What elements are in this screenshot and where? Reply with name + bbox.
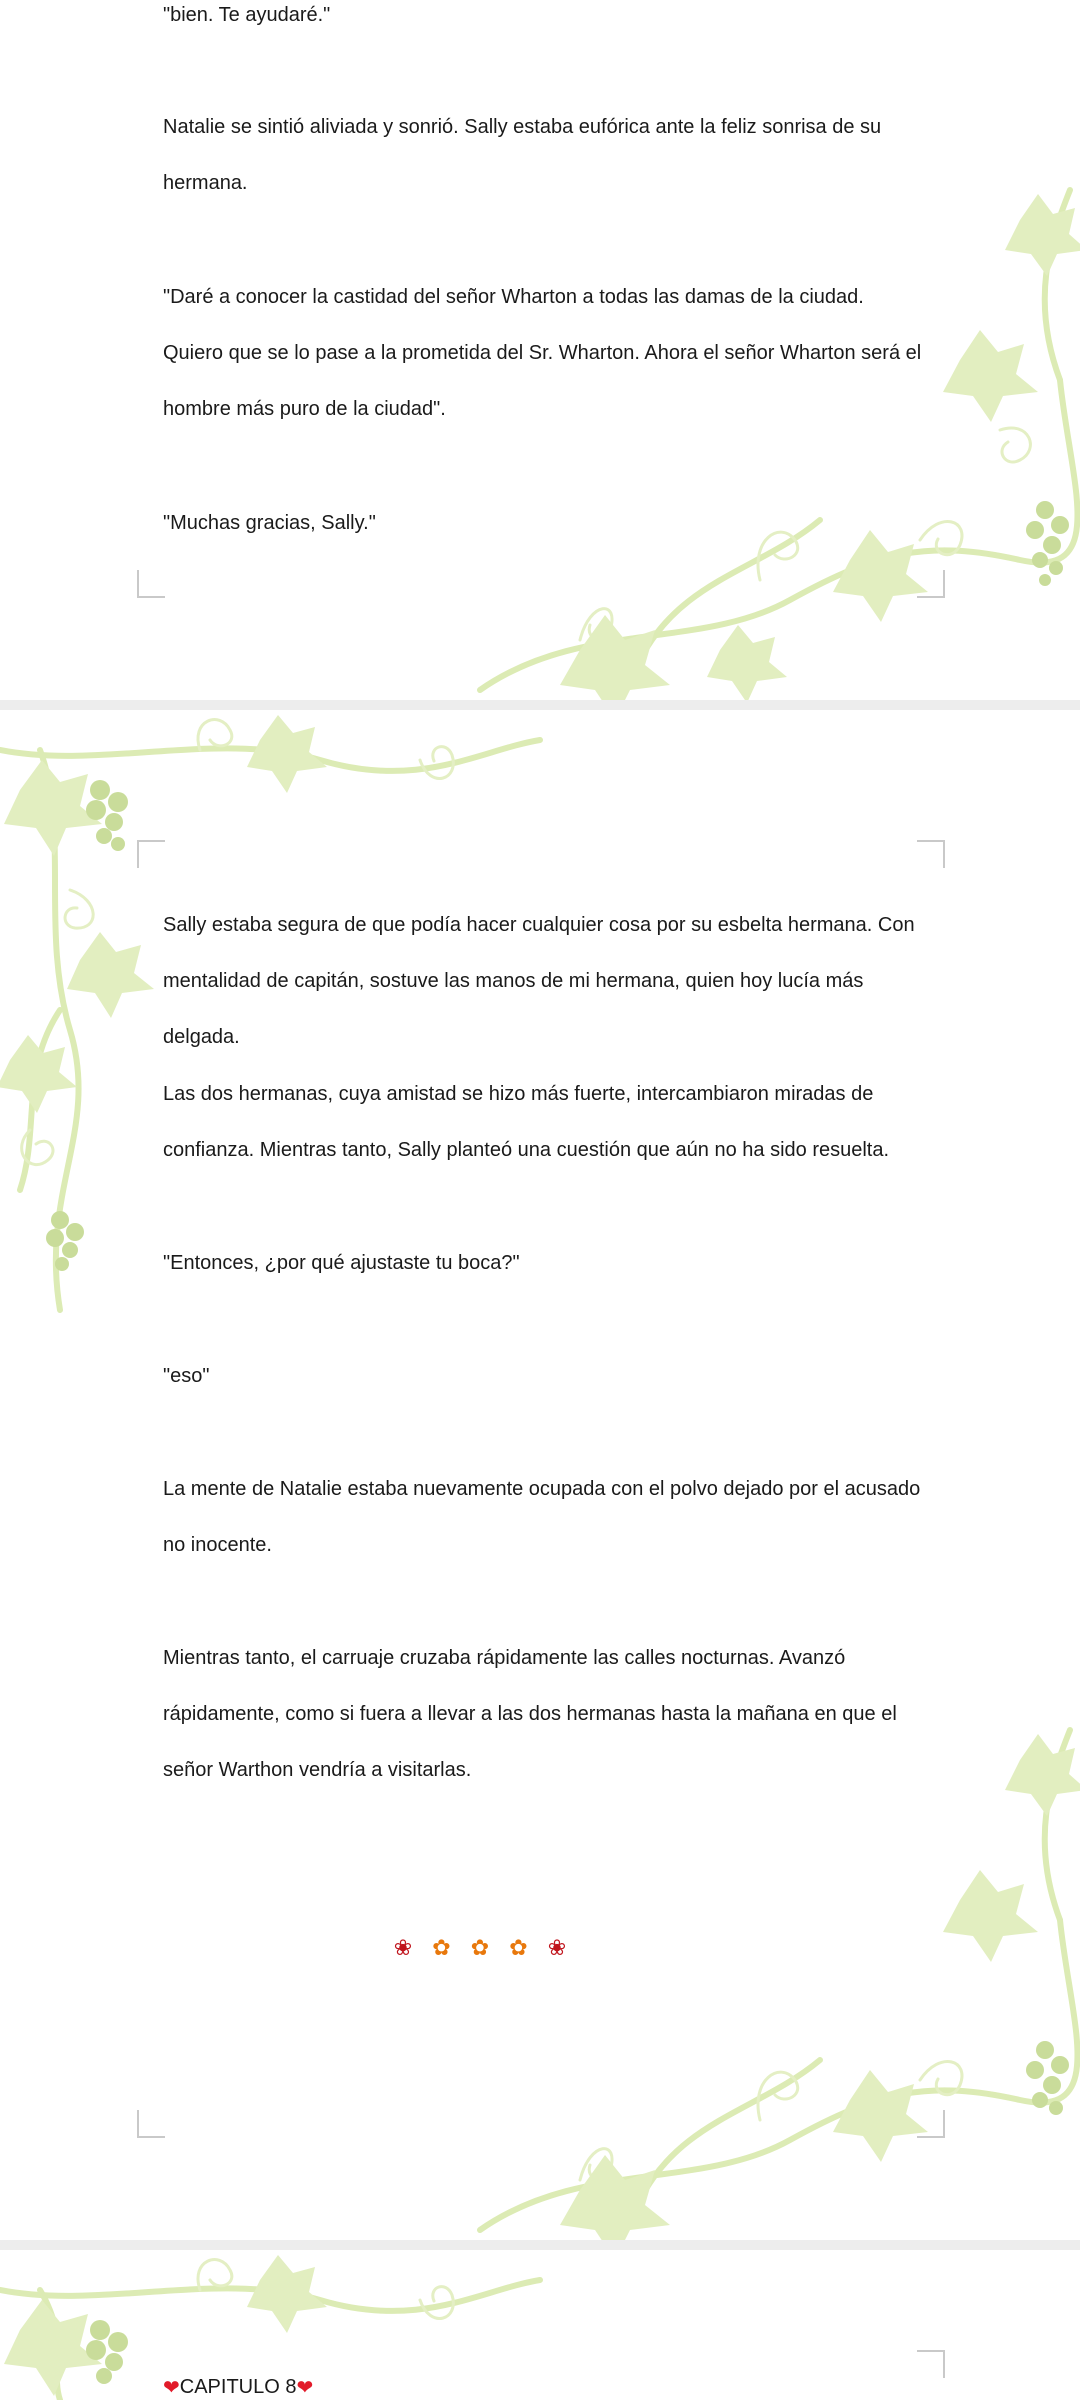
heart-icon: ❤ [296,2377,314,2399]
paragraph: La mente de Natalie estaba nuevamente ocupada con el polvo dejado por el acusado no inocente. [163,1478,921,1556]
flower-icon: ✿ [432,1935,451,1960]
heart-icon: ❤ [163,2377,180,2399]
vine-decoration-bottom-right [460,180,1080,700]
paragraph: "Daré a conocer la castidad del señor Wharton a todas las damas de la ciudad. Quiero que se lo pase a la prometida del Sr. Wharton. Ahora el señor Wharton será el hombre más puro de la ciudad". [163,286,922,420]
flower-icon: ✿ [509,1935,528,1960]
section-divider [390,1935,570,1961]
margin-corner-top-right [917,840,945,868]
page-3 [0,2250,1080,2400]
paragraph: "eso" [163,1365,210,1387]
page-1 [0,0,1080,700]
chapter-heading [163,2375,313,2400]
flower-icon: ✿ [470,1935,490,1960]
margin-corner-top-left [137,840,165,868]
margin-corner-bottom-right [917,570,945,598]
paragraph: "Muchas gracias, Sally." [163,512,376,534]
paragraph: Sally estaba segura de que podía hacer cualquier cosa por su esbelta hermana. Con mentalidad de capitán, sostuve las manos de mi hermana, quien hoy lucía más delgada. [163,914,915,1048]
page-2 [0,710,1080,2240]
margin-corner-bottom-left [137,570,165,598]
margin-corner-bottom-left [137,2110,165,2138]
paragraph: Natalie se sintió aliviada y sonrió. Sally estaba eufórica ante la feliz sonrisa de su hermana. [163,116,882,194]
rose-icon: ❀ [547,1935,567,1960]
margin-corner-top-right [917,2350,945,2378]
vine-decoration-bottom-right [460,1720,1080,2240]
paragraph: Mientras tanto, el carruaje cruzaba rápidamente las calles nocturnas. Avanzó rápidamente, como si fuera a llevar a las dos hermanas hasta la mañana en que el señor Warthon vendría a visitarlas. [163,1647,897,1781]
paragraph: "Entonces, ¿por qué ajustaste tu boca?" [163,1252,520,1274]
paragraph: Las dos hermanas, cuya amistad se hizo más fuerte, intercambiaron miradas de confianza. Mientras tanto, Sally planteó una cuestión que aún no ha sido resuelta. [163,1083,890,1161]
paragraph: "bien. Te ayudaré." [163,4,331,26]
chapter-heading-text: CAPITULO 8 [179,2376,297,2398]
rose-icon: ❀ [393,1935,413,1960]
margin-corner-bottom-right [917,2110,945,2138]
